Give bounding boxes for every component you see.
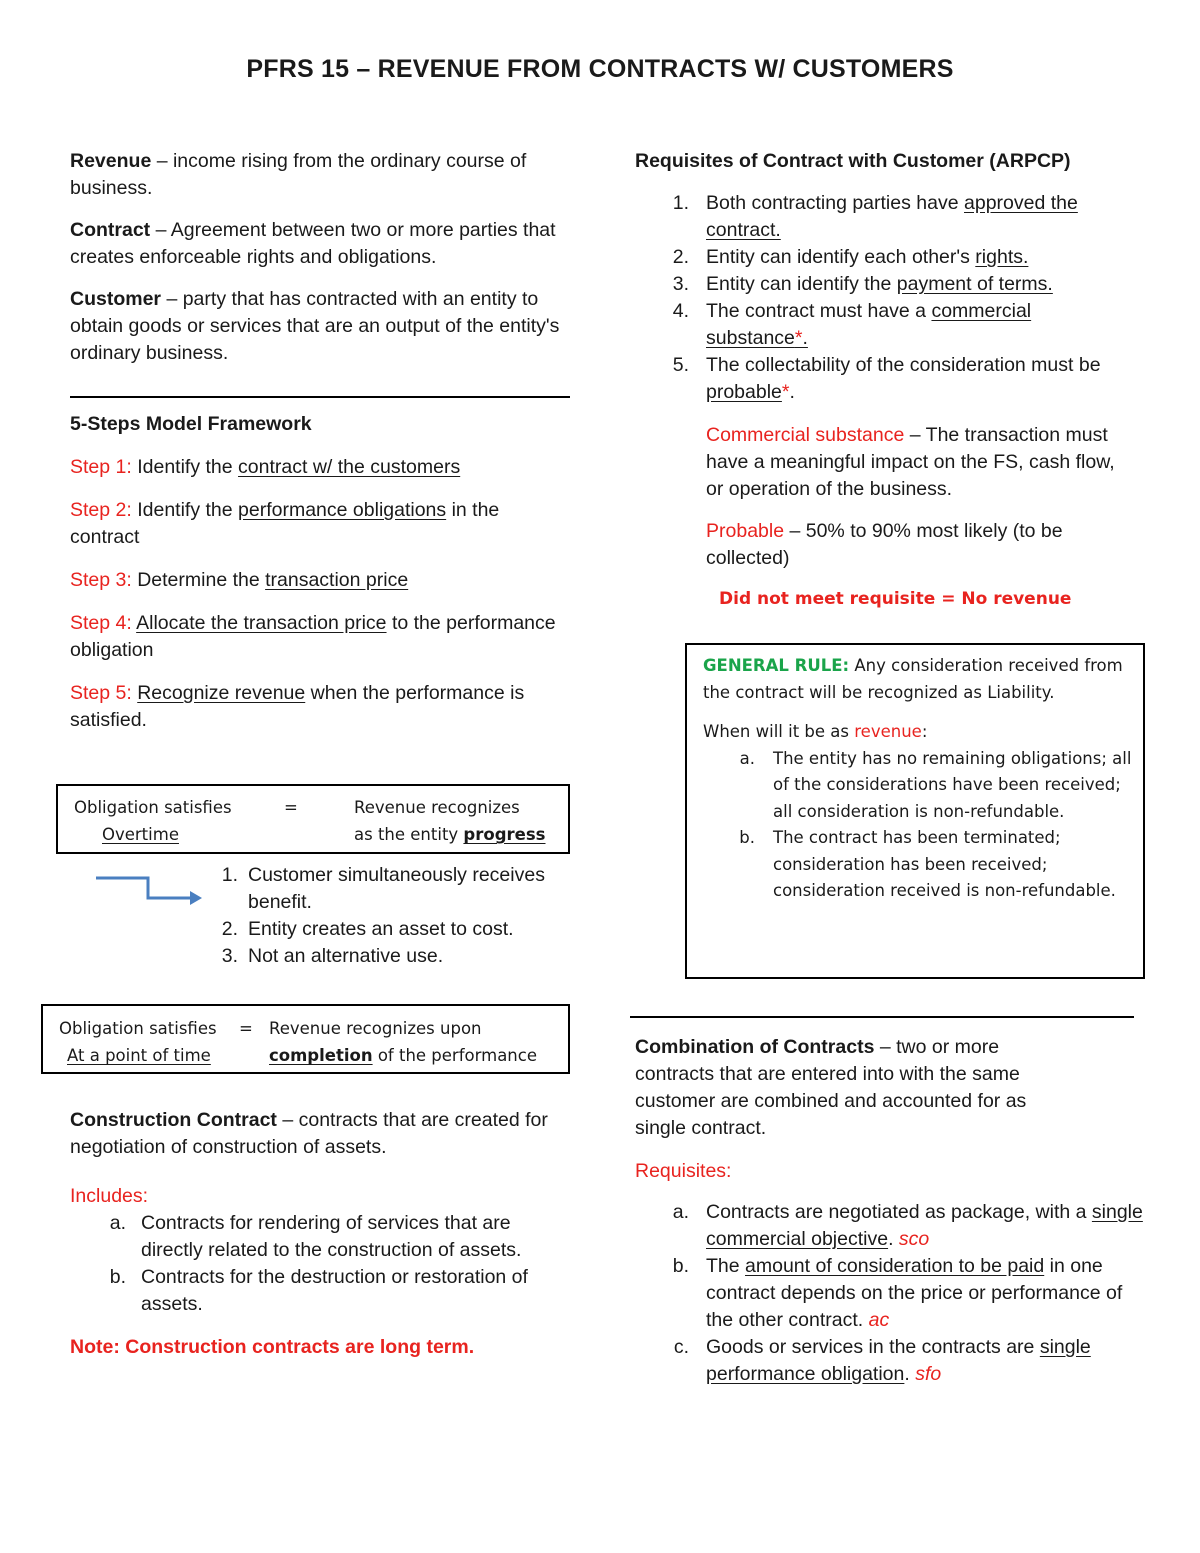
equals-sign: = <box>284 798 298 817</box>
list-item: 5. The collectability of the consideration must be probable*. <box>672 354 1101 403</box>
step-item: Step 1: Identify the contract w/ the customers <box>70 456 461 478</box>
overtime-label: Overtime <box>102 825 179 844</box>
list-item: b. Contracts for the destruction or restoration of assets. <box>109 1266 528 1315</box>
list-item: a. Contracts for rendering of services that are directly related to the construction of assets. <box>109 1212 522 1261</box>
combination-section <box>635 1034 1145 1388</box>
step-item: Step 2: Identify the performance obligations in the contract <box>70 499 500 548</box>
arrow-right-icon <box>94 868 206 912</box>
definition-customer: Customer – party that has contracted with an entity to obtain goods or services that are an output of the entity's ordinary business. <box>70 288 560 364</box>
overtime-right-label: Revenue recognizes <box>354 798 520 817</box>
point-right-label: Revenue recognizes upon <box>269 1019 482 1038</box>
list-item: 3. Entity can identify the payment of terms. <box>672 273 1053 295</box>
definition-revenue: Revenue – income rising from the ordinary course of business. <box>70 150 527 199</box>
list-item: 3. Not an alternative use. <box>221 945 444 967</box>
general-rule-text: GENERAL RULE: Any consideration received from the contract will be recognized as Liability. <box>703 656 1123 702</box>
definitions <box>70 148 570 367</box>
list-item: a. Contracts are negotiated as package, with a single commercial objective. sco <box>672 1201 1143 1250</box>
list-item: 4. The contract must have a commercial substance*. <box>672 300 1032 349</box>
list-item: a. The entity has no remaining obligations; all of the considerations have been received; all consideration is non-refundable. <box>739 748 1132 821</box>
list-item: b. The amount of consideration to be paid in one contract depends on the price or performance of the other contract. ac <box>672 1255 1123 1331</box>
point-of-time-box: Obligation satisfies At a point of time = Revenue recognizes upon completion of the performance <box>41 1004 570 1074</box>
list-item: b. The contract has been terminated; consideration has been received; consideration received is non-refundable. <box>739 828 1116 900</box>
divider <box>70 396 570 398</box>
overtime-criteria <box>212 862 552 970</box>
list-item: 2. Entity can identify each other's rights. <box>672 246 1029 268</box>
steps-section <box>70 411 570 734</box>
probable-definition: Probable – 50% to 90% most likely (to be collected) <box>706 520 1063 569</box>
requisite-warning: Did not meet requisite = No revenue <box>719 589 1072 609</box>
list-item: c. Goods or services in the contracts are single performance obligation. sfo <box>673 1336 1091 1385</box>
step-item: Step 3: Determine the transaction price <box>70 569 409 591</box>
point-of-time-label: At a point of time <box>67 1046 211 1065</box>
step-item: Step 4: Allocate the transaction price to the performance obligation <box>70 612 556 661</box>
divider <box>630 1016 1134 1018</box>
general-rule-box <box>685 643 1145 979</box>
construction-section <box>70 1107 570 1361</box>
definition-contract: Contract – Agreement between two or more parties that creates enforceable rights and obligations. <box>70 219 556 268</box>
completion-label: completion <box>269 1046 373 1065</box>
construction-note: Note: Construction contracts are long term. <box>70 1336 475 1358</box>
construction-definition: Construction Contract – contracts that are created for negotiation of construction of assets. <box>70 1109 548 1158</box>
page-title: PFRS 15 – REVENUE FROM CONTRACTS W/ CUSTOMERS <box>246 55 954 83</box>
equals-sign: = <box>239 1019 253 1038</box>
overtime-left-label: Obligation satisfies <box>74 798 232 817</box>
requisites-heading: Requisites of Contract with Customer (ARPCP) <box>635 150 1071 172</box>
list-item: 1. Both contracting parties have approved the contract. <box>672 192 1078 241</box>
list-item: 2. Entity creates an asset to cost. <box>221 918 514 940</box>
overtime-box: Obligation satisfies Overtime = Revenue recognizes as the entity progress <box>56 784 570 854</box>
combination-definition: Combination of Contracts – two or more contracts that are entered into with the same customer are combined and accounted for as single contract. <box>635 1036 1027 1139</box>
includes-label: Includes: <box>70 1185 149 1207</box>
step-item: Step 5: Recognize revenue when the performance is satisfied. <box>70 682 525 731</box>
requisites-section <box>635 148 1145 613</box>
steps-heading: 5-Steps Model Framework <box>70 413 312 435</box>
list-item: 1. Customer simultaneously receives benefit. <box>221 864 545 913</box>
point-left-label: Obligation satisfies <box>59 1019 217 1038</box>
commercial-substance-definition: Commercial substance – The transaction must have a meaningful impact on the FS, cash flow, or operation of the business. <box>706 424 1115 500</box>
requisites-label: Requisites: <box>635 1160 732 1182</box>
progress-label: progress <box>463 825 546 844</box>
when-revenue-label: When will it be as revenue: <box>703 722 928 741</box>
